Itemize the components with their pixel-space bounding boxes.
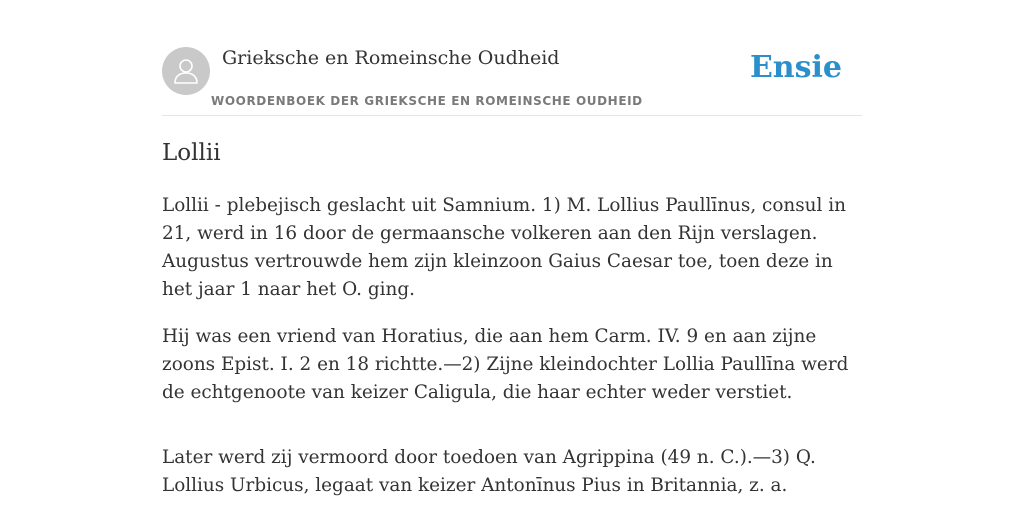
site-title[interactable]: Grieksche en Romeinsche Oudheid (222, 47, 560, 69)
site-subtitle: WOORDENBOEK DER GRIEKSCHE EN ROMEINSCHE OUDHEID (211, 94, 643, 108)
entry-title: Lollii (162, 140, 221, 166)
brand-logo[interactable]: Ensie (749, 50, 842, 85)
site-header (162, 46, 862, 116)
entry-paragraph: Hij was een vriend van Horatius, die aan hem Carm. IV. 9 en aan zijne zoons Epist. I. 2 en 18 richtte.—2) Zijne kleindochter Lollia Paullīna werd de echtgenoote van keizer Caligula, die haar echter weder verstiet. (162, 326, 849, 403)
entry-paragraph: Later werd zij vermoord door toedoen van Agrippina (49 n. C.).—3) Q. Lollius Urbicus, legaat van keizer Antonīnus Pius in Britannia, z. a. (162, 447, 816, 496)
entry-paragraph: Lollii - plebejisch geslacht uit Samnium. 1) M. Lollius Paullīnus, consul in 21, werd in 16 door de germaansche volkeren aan den Rijn verslagen. Augustus vertrouwde hem zijn kleinzoon Gaius Caesar toe, toen deze in het jaar 1 naar het O. ging. (162, 195, 846, 300)
avatar[interactable] (162, 47, 210, 95)
user-icon (172, 56, 200, 86)
entry-content (162, 192, 862, 512)
